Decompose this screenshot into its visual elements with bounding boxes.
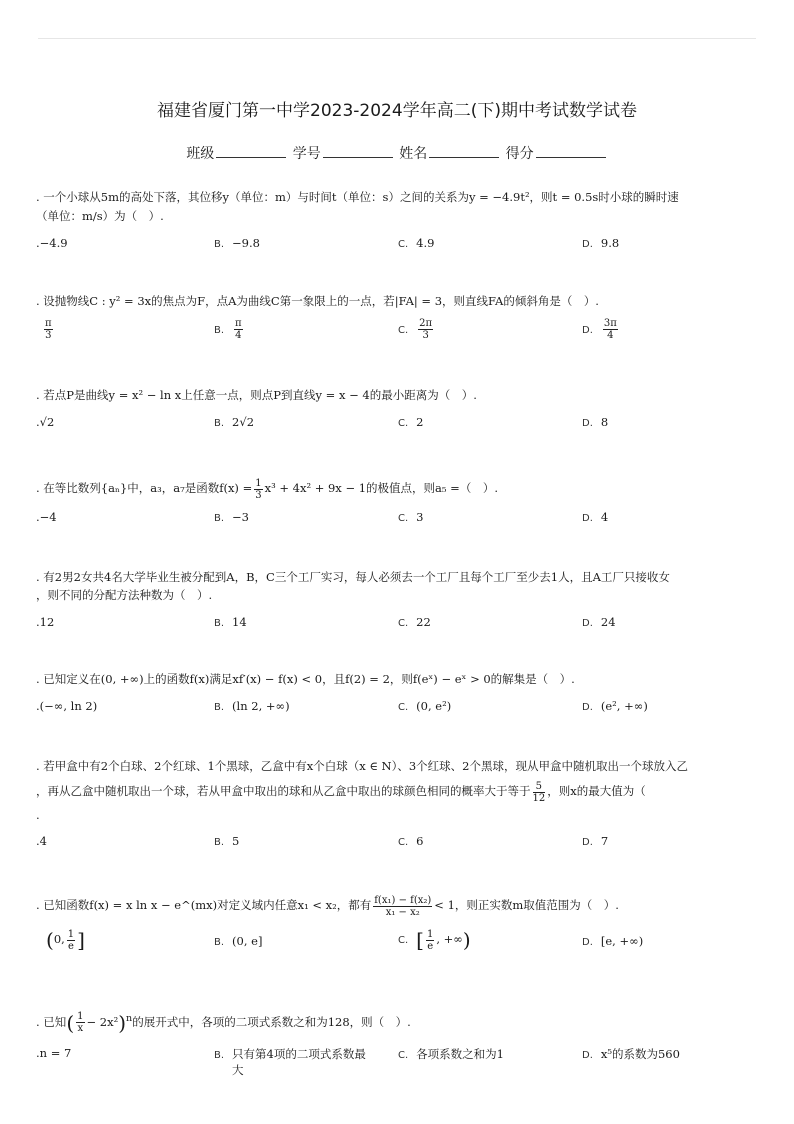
question-5-options	[36, 615, 762, 639]
option-d[interactable]	[582, 934, 643, 948]
question-5-stem-line2: ，则不同的分配方法种数为（ ）.	[36, 588, 213, 602]
option-c-label: C.	[398, 702, 409, 713]
option-d[interactable]	[582, 834, 608, 848]
class-blank[interactable]	[216, 145, 286, 158]
option-c[interactable]	[398, 318, 435, 341]
option-c[interactable]	[398, 699, 451, 713]
question-5-stem-line1: . 有2男2女共4名大学毕业生被分配到A，B，C三个工厂实习，每人必须去一个工厂且每个工厂至少去1人，且A工厂只接收女	[36, 570, 670, 584]
option-d-text: 8	[600, 415, 609, 429]
option-b-text: 5	[232, 834, 240, 848]
option-c-text: (0, e²)	[416, 699, 452, 713]
option-c-text: 各项系数之和为1	[416, 1047, 504, 1061]
question-7-stem-line3: .	[36, 808, 40, 822]
option-d-text: 9.8	[600, 236, 620, 250]
option-d-text: [e, +∞)	[600, 934, 644, 948]
option-b-text: (ln 2, +∞)	[232, 699, 290, 713]
question-9-stem: . 已知( $\frac{1}{x}$ − 2x²)$^n$的展开式中，各项的二项式系数之和为128，则（ ）.	[36, 1010, 411, 1035]
option-c[interactable]	[398, 615, 431, 629]
question-1-options	[36, 236, 762, 260]
option-b-label: B.	[214, 324, 225, 336]
option-a[interactable]: .−4	[36, 510, 57, 524]
option-b-text: (0, e]	[232, 934, 263, 948]
option-d[interactable]	[582, 699, 648, 713]
question-1-stem-line2: （单位：m/s）为（ ）.	[36, 209, 164, 223]
option-d[interactable]	[582, 415, 608, 429]
option-d-text: 24	[600, 615, 616, 629]
option-c-label: C.	[398, 418, 409, 429]
option-b-label: B.	[214, 418, 225, 429]
option-d[interactable]	[582, 236, 619, 250]
option-c-text: 22	[416, 615, 431, 629]
option-b[interactable]	[214, 615, 247, 629]
option-a[interactable]: .n = 7	[36, 1046, 72, 1060]
question-6-options	[36, 699, 762, 723]
question-4-options	[36, 510, 762, 534]
option-d-text: x⁵的系数为560	[600, 1047, 680, 1061]
option-a[interactable]: .12	[36, 615, 55, 629]
option-d-text: 7	[600, 834, 609, 848]
fraction: $\frac{1}{x}$	[77, 1011, 84, 1035]
question-3-options	[36, 415, 762, 439]
option-c-text: 2	[416, 415, 424, 429]
question-7-stem-line2-b: ，则x的最大值为（	[547, 784, 646, 798]
top-rule	[38, 38, 756, 39]
id-blank[interactable]	[323, 145, 393, 158]
question-9-stem-c: 的展开式中，各项的二项式系数之和为128，则（ ）.	[132, 1014, 411, 1029]
option-b-text: −3	[232, 510, 249, 524]
option-d-label: D.	[582, 513, 593, 524]
question-8-stem	[36, 890, 762, 920]
option-b-label: B.	[214, 239, 225, 250]
option-a[interactable]	[42, 318, 55, 341]
option-d-label: D.	[582, 239, 593, 250]
option-b-text: −9.8	[232, 236, 260, 250]
question-9-exponent: n	[126, 1013, 133, 1024]
name-blank[interactable]	[429, 145, 499, 158]
name-label: 姓名	[399, 146, 428, 162]
question-7-stem-line1: . 若甲盒中有2个白球、2个红球、1个黑球，乙盒中有x个白球（x ∈ N）、3个红球、2个黑球，现从甲盒中随机取出一个球放入乙	[36, 759, 688, 773]
option-b-label: B.	[214, 837, 225, 848]
score-label: 得分	[505, 146, 534, 162]
question-9-stem-a: . 已知	[36, 1014, 67, 1029]
fraction: $\frac{1}{3}$	[255, 477, 262, 501]
question-4-stem-a: . 在等比数列{aₙ}中，a₃，a₇是函数f(x) =	[36, 481, 253, 495]
class-label: 班级	[186, 146, 215, 162]
option-c-label: C.	[398, 837, 409, 848]
question-8-options	[36, 928, 762, 962]
question-7-stem-line2	[36, 776, 762, 806]
option-b-text: 2√2	[232, 415, 255, 429]
question-8-stem-a: . 已知函数f(x) = x ln x − e^(mx)对定义域内任意x₁ < x₂，都有	[36, 898, 372, 912]
question-7-stem-line2-a: ，再从乙盒中随机取出一个球，若从甲盒中取出的球和从乙盒中取出的球颜色相同的概率大于等于	[36, 784, 531, 798]
option-b-label: B.	[214, 937, 225, 948]
option-b[interactable]	[214, 1046, 366, 1078]
question-1-stem-line1: . 一个小球从5m的高处下落，其位移y（单位：m）与时间t（单位：s）之间的关系为y = −4.9t²，则t = 0.5s时小球的瞬时速	[36, 190, 679, 204]
option-c-label: C.	[398, 618, 409, 629]
question-4-stem-b: x³ + 4x² + 9x − 1的极值点，则a₅ =（ ）.	[264, 481, 498, 495]
option-c-label: C.	[398, 1050, 409, 1061]
question-2-options	[36, 318, 762, 350]
option-c[interactable]	[398, 1046, 504, 1062]
fraction: $\frac{1}{e}$	[426, 928, 434, 952]
option-b[interactable]	[214, 510, 249, 524]
option-c[interactable]	[398, 415, 424, 429]
option-b[interactable]	[214, 834, 239, 848]
question-3-stem: . 若点P是曲线y = x² − ln x上任意一点，则点P到直线y = x − 4的最小距离为（ ）.	[36, 388, 477, 402]
question-9-stem-b: − 2x²	[86, 1014, 119, 1029]
fraction: $\frac{\text{f(x₁) − f(x₂)}}{\text{x₁ − x₂}}$	[374, 894, 432, 918]
option-c[interactable]	[398, 834, 424, 848]
option-b-label: B.	[214, 513, 225, 524]
option-d-text: 4	[600, 510, 609, 524]
option-d-label: D.	[582, 618, 593, 629]
option-b[interactable]	[214, 699, 290, 713]
fraction: $\frac{2\pi}{3}$	[419, 318, 433, 341]
option-b[interactable]	[214, 415, 254, 429]
page-title: 福建省厦门第一中学2023-2024学年高二(下)期中考试数学试卷	[157, 101, 637, 121]
option-c-text: 4.9	[416, 236, 435, 250]
option-c-label: C.	[398, 324, 409, 336]
question-7-options	[36, 834, 762, 858]
option-a[interactable]: .−4.9	[36, 236, 68, 250]
option-a[interactable]: .√2	[36, 415, 55, 429]
option-d-text: (e², +∞)	[600, 699, 648, 713]
option-d[interactable]	[582, 1046, 680, 1062]
option-b-text: 只有第4项的二项式系数最	[232, 1047, 366, 1061]
option-c-text: 6	[416, 834, 424, 848]
option-d[interactable]	[582, 615, 616, 629]
option-b-label: B.	[214, 618, 225, 629]
option-d[interactable]	[582, 510, 608, 524]
question-8-stem-b: < 1，则正实数m取值范围为（ ）.	[434, 898, 619, 912]
option-c-label: C.	[398, 935, 409, 946]
option-d-label: D.	[582, 702, 593, 713]
option-b[interactable]	[214, 318, 245, 341]
option-b[interactable]	[214, 236, 260, 250]
question-9-options	[36, 1046, 762, 1086]
fraction: $\frac{\pi}{3}$	[45, 318, 52, 341]
option-d-label: D.	[582, 418, 593, 429]
option-c[interactable]	[398, 236, 434, 250]
question-6-stem: . 已知定义在(0, +∞)上的函数f(x)满足xf′(x) − f(x) < 0，且f(2) = 2，则f(eˣ) − eˣ > 0的解集是（ ）.	[36, 672, 575, 686]
option-d-label: D.	[582, 1050, 593, 1061]
option-a[interactable]: .4	[36, 834, 47, 848]
fraction: $\frac{\pi}{4}$	[235, 318, 242, 341]
score-blank[interactable]	[536, 145, 606, 158]
fraction: $\frac{5}{12}$	[532, 780, 546, 804]
option-c-text: 3	[416, 510, 424, 524]
option-b-text: 14	[232, 615, 247, 629]
option-b[interactable]	[214, 934, 262, 948]
question-4-stem	[36, 474, 762, 502]
fraction: $\frac{1}{e}$	[67, 928, 75, 952]
student-info-line	[0, 143, 794, 163]
option-a[interactable]: .(−∞, ln 2)	[36, 699, 98, 713]
option-c-label: C.	[398, 239, 409, 250]
fraction: $\frac{3\pi}{4}$	[603, 318, 617, 341]
option-d-label: D.	[582, 324, 593, 336]
option-d-label: D.	[582, 937, 593, 948]
option-b-text-wrap: 大	[232, 1063, 244, 1077]
option-c[interactable]	[398, 510, 424, 524]
option-b-label: B.	[214, 1050, 225, 1061]
option-a[interactable]: (0, $\frac{1}{e}$ ]	[46, 928, 85, 952]
option-b-label: B.	[214, 702, 225, 713]
option-c-label: C.	[398, 513, 409, 524]
option-d-label: D.	[582, 837, 593, 848]
id-label: 学号	[292, 146, 321, 162]
question-2-stem: . 设抛物线C : y² = 3x的焦点为F，点A为曲线C第一象限上的一点，若|FA| = 3，则直线FA的倾斜角是（ ）.	[36, 294, 599, 308]
option-d[interactable]	[582, 318, 620, 341]
option-c[interactable]: C. [ $\frac{1}{e}$ , +∞)	[398, 928, 471, 952]
